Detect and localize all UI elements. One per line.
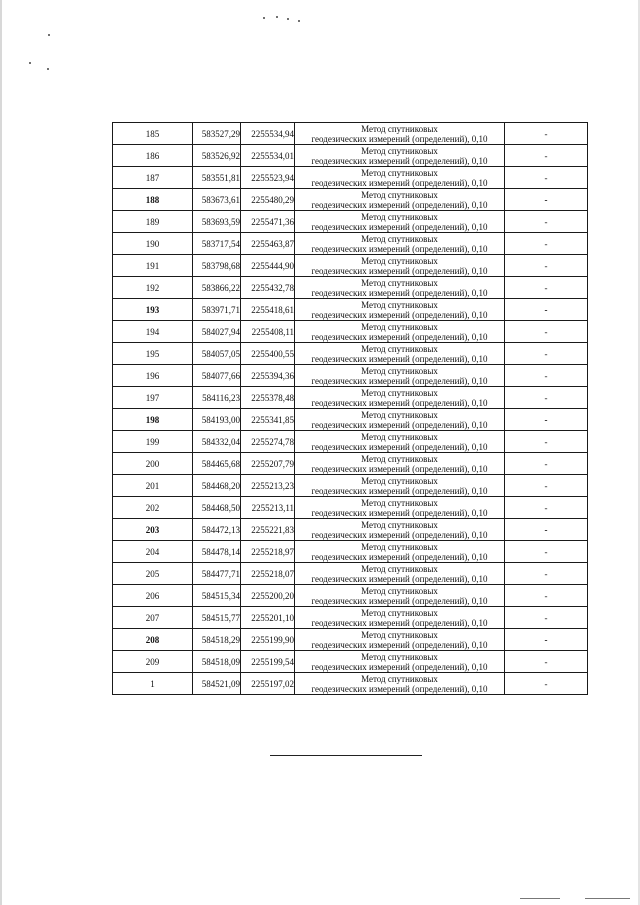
point-number: 192 — [113, 277, 193, 299]
method-line-2: геодезических измерений (определений), 0,10 — [311, 683, 488, 694]
description-mark: - — [505, 233, 588, 255]
method-description — [295, 431, 505, 453]
coordinate-x: 584472,13 — [193, 519, 241, 541]
method-description — [295, 607, 505, 629]
description-mark: - — [505, 607, 588, 629]
method-line-1: Метод спутниковых — [361, 233, 438, 244]
method-line-1: Метод спутниковых — [361, 585, 438, 596]
description-mark: - — [505, 563, 588, 585]
table-row — [113, 365, 588, 387]
table-row — [113, 321, 588, 343]
point-number: 186 — [113, 145, 193, 167]
coordinate-y: 2255221,83 — [241, 519, 295, 541]
point-number: 197 — [113, 387, 193, 409]
scan-edge-left — [0, 0, 2, 905]
coordinate-y: 2255471,36 — [241, 211, 295, 233]
table-row — [113, 475, 588, 497]
description-mark: - — [505, 255, 588, 277]
method-line-1: Метод спутниковых — [361, 431, 438, 442]
method-line-1: Метод спутниковых — [361, 387, 438, 398]
method-description — [295, 497, 505, 519]
coordinate-y: 2255197,02 — [241, 673, 295, 695]
description-mark: - — [505, 189, 588, 211]
coordinates-table-body — [113, 123, 588, 695]
method-description — [295, 475, 505, 497]
method-line-1: Метод спутниковых — [361, 497, 438, 508]
point-number: 204 — [113, 541, 193, 563]
description-mark: - — [505, 343, 588, 365]
coordinate-y: 2255213,23 — [241, 475, 295, 497]
method-description — [295, 651, 505, 673]
coordinate-y: 2255480,29 — [241, 189, 295, 211]
coordinate-x: 584478,14 — [193, 541, 241, 563]
method-line-2: геодезических измерений (определений), 0,10 — [311, 309, 488, 320]
method-description — [295, 211, 505, 233]
point-number: 205 — [113, 563, 193, 585]
description-mark: - — [505, 673, 588, 695]
point-number: 202 — [113, 497, 193, 519]
method-line-1: Метод спутниковых — [361, 475, 438, 486]
description-mark: - — [505, 519, 588, 541]
table-row — [113, 519, 588, 541]
method-line-2: геодезических измерений (определений), 0,10 — [311, 507, 488, 518]
method-line-2: геодезических измерений (определений), 0,10 — [311, 265, 488, 276]
method-line-1: Метод спутниковых — [361, 453, 438, 464]
coordinate-x: 584057,05 — [193, 343, 241, 365]
point-number: 209 — [113, 651, 193, 673]
method-line-2: геодезических измерений (определений), 0,10 — [311, 419, 488, 430]
method-line-2: геодезических измерений (определений), 0,10 — [311, 551, 488, 562]
table-row — [113, 409, 588, 431]
coordinate-y: 2255213,11 — [241, 497, 295, 519]
scan-speck — [287, 18, 289, 20]
coordinate-x: 584027,94 — [193, 321, 241, 343]
table-row — [113, 541, 588, 563]
coordinate-x: 583971,71 — [193, 299, 241, 321]
description-mark: - — [505, 167, 588, 189]
method-line-1: Метод спутниковых — [361, 607, 438, 618]
point-number: 194 — [113, 321, 193, 343]
method-line-1: Метод спутниковых — [361, 343, 438, 354]
coordinates-table — [112, 122, 588, 695]
coordinate-x: 583526,92 — [193, 145, 241, 167]
method-line-2: геодезических измерений (определений), 0,10 — [311, 595, 488, 606]
method-line-2: геодезических измерений (определений), 0,10 — [311, 199, 488, 210]
description-mark: - — [505, 629, 588, 651]
scan-speck — [276, 16, 278, 18]
coordinate-x: 583527,29 — [193, 123, 241, 145]
scan-speck — [29, 62, 31, 64]
description-mark: - — [505, 321, 588, 343]
point-number: 193 — [113, 299, 193, 321]
point-number: 1 — [113, 673, 193, 695]
description-mark: - — [505, 145, 588, 167]
method-line-1: Метод спутниковых — [361, 255, 438, 266]
method-description — [295, 145, 505, 167]
table-row — [113, 233, 588, 255]
method-line-2: геодезических измерений (определений), 0,10 — [311, 463, 488, 474]
method-line-1: Метод спутниковых — [361, 563, 438, 574]
method-line-1: Метод спутниковых — [361, 651, 438, 662]
method-description — [295, 189, 505, 211]
method-description — [295, 541, 505, 563]
table-row — [113, 629, 588, 651]
point-number: 190 — [113, 233, 193, 255]
method-description — [295, 409, 505, 431]
coordinate-x: 584477,71 — [193, 563, 241, 585]
description-mark: - — [505, 453, 588, 475]
method-description — [295, 167, 505, 189]
method-description — [295, 277, 505, 299]
method-line-1: Метод спутниковых — [361, 541, 438, 552]
table-row — [113, 497, 588, 519]
scan-mark — [520, 898, 560, 899]
description-mark: - — [505, 211, 588, 233]
method-line-2: геодезических измерений (определений), 0,10 — [311, 133, 488, 144]
table-row — [113, 299, 588, 321]
table-row — [113, 453, 588, 475]
coordinate-x: 583693,59 — [193, 211, 241, 233]
point-number: 196 — [113, 365, 193, 387]
method-description — [295, 673, 505, 695]
point-number: 201 — [113, 475, 193, 497]
table-row — [113, 123, 588, 145]
table-row — [113, 387, 588, 409]
method-line-1: Метод спутниковых — [361, 409, 438, 420]
method-description — [295, 453, 505, 475]
coordinate-y: 2255444,90 — [241, 255, 295, 277]
coordinate-y: 2255200,20 — [241, 585, 295, 607]
point-number: 199 — [113, 431, 193, 453]
method-line-2: геодезических измерений (определений), 0,10 — [311, 485, 488, 496]
coordinate-y: 2255432,78 — [241, 277, 295, 299]
method-line-2: геодезических измерений (определений), 0,10 — [311, 661, 488, 672]
method-description — [295, 629, 505, 651]
description-mark: - — [505, 475, 588, 497]
method-line-2: геодезических измерений (определений), 0,10 — [311, 331, 488, 342]
method-description — [295, 365, 505, 387]
coordinate-x: 584465,68 — [193, 453, 241, 475]
method-description — [295, 299, 505, 321]
coordinate-x: 583798,68 — [193, 255, 241, 277]
coordinate-y: 2255418,61 — [241, 299, 295, 321]
description-mark: - — [505, 299, 588, 321]
coordinate-x: 584116,23 — [193, 387, 241, 409]
table-row — [113, 651, 588, 673]
method-line-1: Метод спутниковых — [361, 189, 438, 200]
scan-speck — [263, 17, 265, 19]
scan-mark — [585, 898, 630, 899]
point-number: 191 — [113, 255, 193, 277]
coordinate-x: 583717,54 — [193, 233, 241, 255]
coordinate-y: 2255523,94 — [241, 167, 295, 189]
table-row — [113, 255, 588, 277]
scan-speck — [298, 20, 300, 22]
table-row — [113, 585, 588, 607]
method-description — [295, 563, 505, 585]
coordinate-y: 2255534,94 — [241, 123, 295, 145]
method-description — [295, 519, 505, 541]
method-description — [295, 387, 505, 409]
description-mark: - — [505, 365, 588, 387]
coordinate-x: 584515,34 — [193, 585, 241, 607]
point-number: 207 — [113, 607, 193, 629]
point-number: 203 — [113, 519, 193, 541]
method-description — [295, 343, 505, 365]
method-description — [295, 123, 505, 145]
table-row — [113, 189, 588, 211]
description-mark: - — [505, 497, 588, 519]
method-description — [295, 233, 505, 255]
coordinate-x: 583551,81 — [193, 167, 241, 189]
table-row — [113, 277, 588, 299]
point-number: 185 — [113, 123, 193, 145]
point-number: 200 — [113, 453, 193, 475]
coordinate-y: 2255400,55 — [241, 343, 295, 365]
point-number: 208 — [113, 629, 193, 651]
coordinate-y: 2255201,10 — [241, 607, 295, 629]
coordinate-y: 2255199,54 — [241, 651, 295, 673]
point-number: 187 — [113, 167, 193, 189]
coordinate-y: 2255341,85 — [241, 409, 295, 431]
method-line-2: геодезических измерений (определений), 0,10 — [311, 639, 488, 650]
method-description — [295, 585, 505, 607]
coordinate-x: 583866,22 — [193, 277, 241, 299]
method-description — [295, 255, 505, 277]
point-number: 195 — [113, 343, 193, 365]
method-line-2: геодезических измерений (определений), 0,10 — [311, 375, 488, 386]
table-row — [113, 673, 588, 695]
description-mark: - — [505, 541, 588, 563]
method-line-1: Метод спутниковых — [361, 211, 438, 222]
coordinate-x: 584468,20 — [193, 475, 241, 497]
table-row — [113, 563, 588, 585]
coordinate-x: 584332,04 — [193, 431, 241, 453]
method-line-2: геодезических измерений (определений), 0,10 — [311, 243, 488, 254]
method-line-1: Метод спутниковых — [361, 167, 438, 178]
table-row — [113, 607, 588, 629]
coordinate-x: 583673,61 — [193, 189, 241, 211]
method-line-2: геодезических измерений (определений), 0,10 — [311, 221, 488, 232]
description-mark: - — [505, 431, 588, 453]
method-line-2: геодезических измерений (определений), 0,10 — [311, 177, 488, 188]
description-mark: - — [505, 409, 588, 431]
scan-speck — [47, 68, 49, 70]
coordinate-x: 584193,00 — [193, 409, 241, 431]
method-line-1: Метод спутниковых — [361, 519, 438, 530]
coordinate-x: 584515,77 — [193, 607, 241, 629]
coordinate-y: 2255394,36 — [241, 365, 295, 387]
signature-line — [270, 755, 422, 756]
method-description — [295, 321, 505, 343]
scan-speck — [48, 34, 50, 36]
description-mark: - — [505, 387, 588, 409]
description-mark: - — [505, 277, 588, 299]
coordinate-x: 584077,66 — [193, 365, 241, 387]
method-line-2: геодезических измерений (определений), 0,10 — [311, 573, 488, 584]
method-line-1: Метод спутниковых — [361, 145, 438, 156]
point-number: 198 — [113, 409, 193, 431]
method-line-2: геодезических измерений (определений), 0,10 — [311, 155, 488, 166]
coordinate-y: 2255534,01 — [241, 145, 295, 167]
coordinate-y: 2255199,90 — [241, 629, 295, 651]
point-number: 189 — [113, 211, 193, 233]
coordinate-y: 2255378,48 — [241, 387, 295, 409]
description-mark: - — [505, 585, 588, 607]
method-line-1: Метод спутниковых — [361, 299, 438, 310]
coordinate-y: 2255207,79 — [241, 453, 295, 475]
method-line-2: геодезических измерений (определений), 0,10 — [311, 441, 488, 452]
method-line-2: геодезических измерений (определений), 0,10 — [311, 529, 488, 540]
coordinate-x: 584468,50 — [193, 497, 241, 519]
coordinate-x: 584518,09 — [193, 651, 241, 673]
description-mark: - — [505, 651, 588, 673]
method-line-1: Метод спутниковых — [361, 365, 438, 376]
method-line-2: геодезических измерений (определений), 0,10 — [311, 353, 488, 364]
method-line-1: Метод спутниковых — [361, 321, 438, 332]
method-line-2: геодезических измерений (определений), 0,10 — [311, 287, 488, 298]
table-row — [113, 145, 588, 167]
table-row — [113, 167, 588, 189]
method-line-2: геодезических измерений (определений), 0,10 — [311, 617, 488, 628]
coordinate-y: 2255463,87 — [241, 233, 295, 255]
table-row — [113, 211, 588, 233]
table-row — [113, 431, 588, 453]
coordinate-x: 584521,09 — [193, 673, 241, 695]
method-line-1: Метод спутниковых — [361, 673, 438, 684]
coordinate-y: 2255218,97 — [241, 541, 295, 563]
description-mark: - — [505, 123, 588, 145]
coordinate-y: 2255218,07 — [241, 563, 295, 585]
method-line-2: геодезических измерений (определений), 0,10 — [311, 397, 488, 408]
coordinate-y: 2255274,78 — [241, 431, 295, 453]
table-row — [113, 343, 588, 365]
method-line-1: Метод спутниковых — [361, 123, 438, 134]
point-number: 206 — [113, 585, 193, 607]
coordinate-y: 2255408,11 — [241, 321, 295, 343]
point-number: 188 — [113, 189, 193, 211]
method-line-1: Метод спутниковых — [361, 629, 438, 640]
method-line-1: Метод спутниковых — [361, 277, 438, 288]
coordinate-x: 584518,29 — [193, 629, 241, 651]
